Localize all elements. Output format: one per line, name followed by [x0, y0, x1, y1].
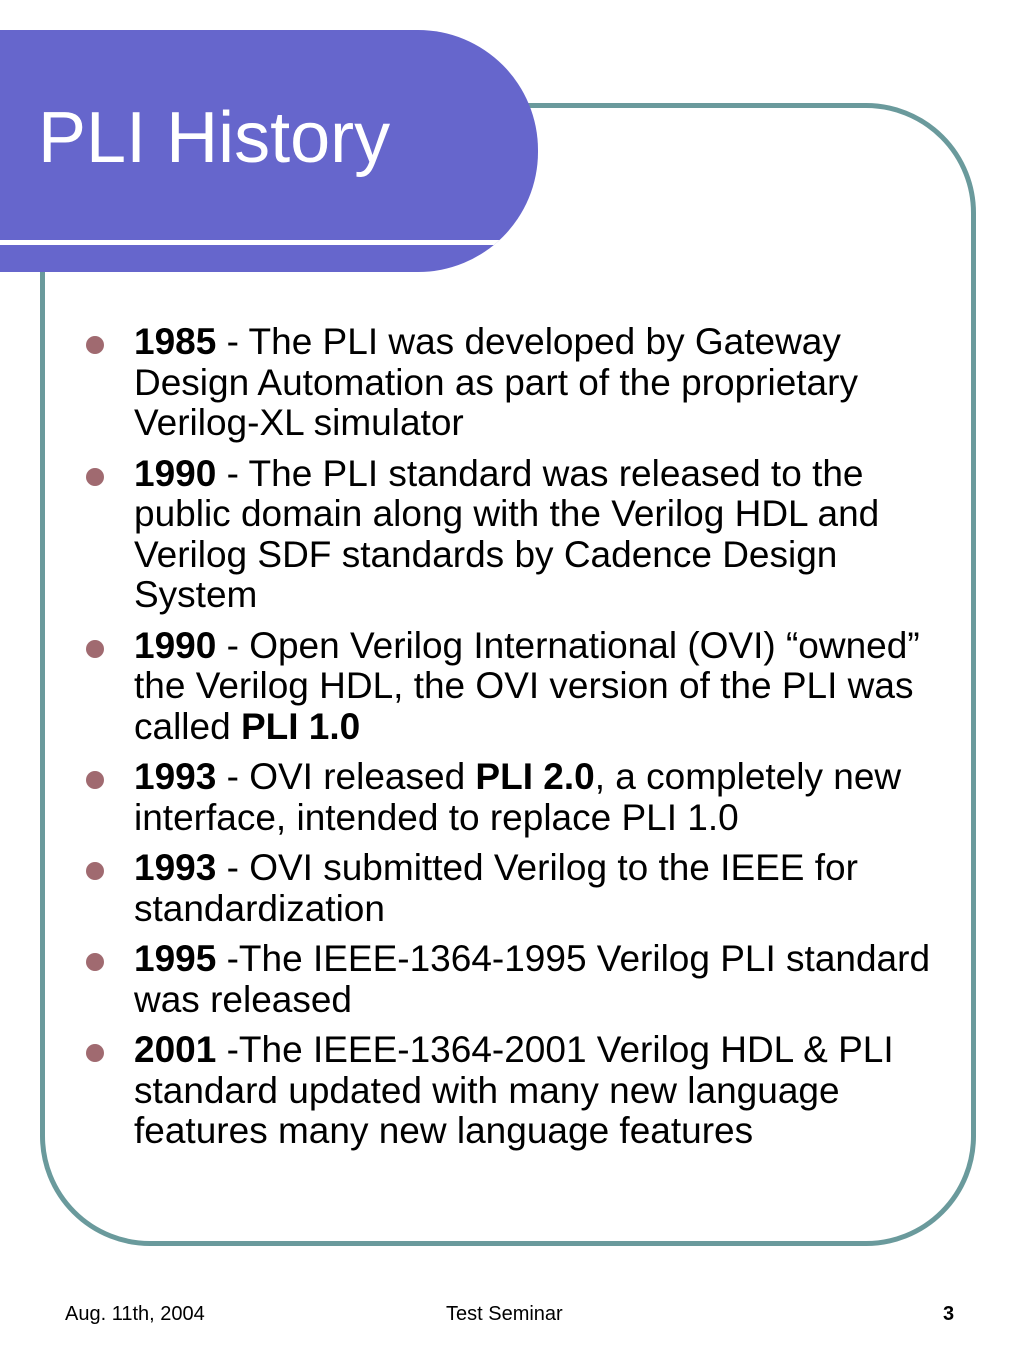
bullet-text: - Open Verilog International (OVI) “owned” the Verilog HDL, the OVI version of the PLI was called — [134, 624, 920, 747]
bullet-year: 1990 — [134, 452, 217, 494]
page-number: 3 — [943, 1303, 955, 1325]
bullet-icon — [86, 468, 104, 486]
bullet-text: -The IEEE-1364-1995 Verilog PLI standard was released — [134, 938, 931, 1020]
bullet-icon — [86, 862, 104, 880]
list-item — [80, 939, 940, 1020]
slide-title: PLI History — [38, 98, 391, 178]
bullet-year: 2001 — [134, 1029, 217, 1070]
bullet-year: 1995 — [134, 938, 217, 979]
list-item — [80, 1030, 940, 1152]
list-item — [80, 626, 940, 748]
bullet-year: 1985 — [134, 321, 217, 362]
bullet-text: - OVI submitted Verilog to the IEEE for standardization — [134, 847, 858, 929]
bullet-year: 1993 — [134, 756, 217, 797]
bullet-text: , a completely new interface, intended to replace PLI 1.0 — [134, 756, 902, 838]
bullet-text: -The IEEE-1364-2001 Verilog HDL & PLI standard updated with many new language features many new language features — [134, 1029, 894, 1151]
list-item — [80, 322, 940, 444]
bullet-text: - The PLI was developed by Gateway Design Automation as part of the proprietary Verilog-XL simulator — [134, 321, 858, 443]
list-item — [80, 757, 940, 838]
bullet-text: - OVI released — [216, 756, 476, 797]
bullet-icon — [86, 953, 104, 971]
bullet-icon — [86, 336, 104, 354]
title-banner — [0, 30, 538, 272]
bullet-year: 1990 — [134, 624, 217, 666]
bullet-year: 1993 — [134, 847, 217, 888]
bullet-icon — [86, 1044, 104, 1062]
bullet-icon — [86, 771, 104, 789]
list-item — [80, 454, 940, 616]
bullet-strong-text: PLI 2.0 — [475, 756, 595, 797]
bullet-list — [80, 322, 940, 1162]
bullet-text: - The PLI standard was released to the public domain along with the Verilog HDL and Verilog SDF standards by Cadence Design System — [134, 452, 880, 615]
title-underline — [0, 240, 515, 245]
bullet-icon — [86, 640, 104, 658]
list-item — [80, 848, 940, 929]
footer-date: Aug. 11th, 2004 — [65, 1303, 205, 1325]
footer-title: Test Seminar — [446, 1303, 563, 1325]
bullet-strong-text: PLI 1.0 — [240, 705, 361, 747]
